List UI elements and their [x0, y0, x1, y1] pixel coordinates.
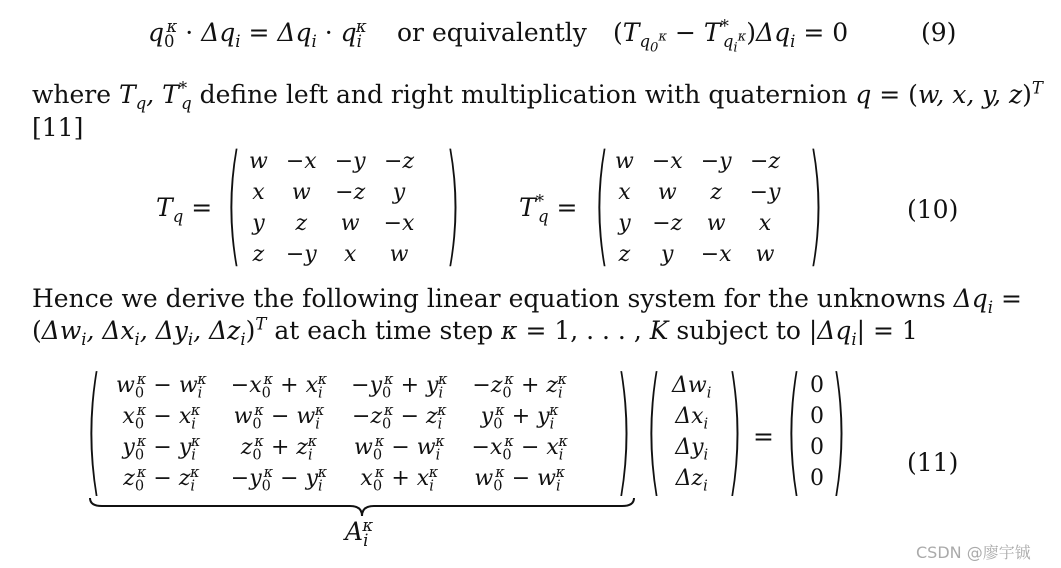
matrix-cell: $z_0^\kappa + z_i^\kappa$: [240, 433, 318, 464]
matrix-cell: −x: [383, 211, 415, 236]
matrix-cell: $y_0^\kappa - y_i^\kappa$: [122, 433, 201, 464]
matrix-cell: $x_0^\kappa + x_i^\kappa$: [360, 464, 439, 495]
matrix-cell: −z: [750, 149, 781, 174]
eq9-left: $q_0^\kappa \cdot \Delta q_i = \Delta q_i \cdot q_i^\kappa$: [148, 16, 367, 51]
matrix-row: [660, 432, 723, 463]
eq11-zeros-right-paren: ): [831, 351, 847, 513]
matrix-row: [660, 463, 723, 494]
matrix-cell: y: [618, 211, 631, 236]
eq11-matrix: [104, 370, 580, 494]
eq11-matrix-left-paren: (: [86, 351, 102, 513]
para1-line1: where $T_q$, $T^*_q$ define left and right multiplication with quaternion q = (w, x, y, z)$^T$: [32, 78, 1043, 113]
para2-line2: ($\Delta w_i$, $\Delta x_i$, $\Delta y_i$, $\Delta z_i)^T$ at each time step κ = 1, . . . , K subject to $|\Delta q_i| = 1$: [32, 314, 918, 349]
matrix-row: [104, 432, 580, 463]
matrix-cell: z: [252, 242, 265, 267]
matrix-cell: w: [615, 149, 634, 174]
matrix-cell: w: [706, 211, 726, 236]
matrix-cell: $w_0^\kappa - w_i^\kappa$: [116, 371, 207, 402]
matrix-row: [606, 239, 789, 270]
para1-citation: [11]: [32, 113, 84, 142]
matrix-cell: z: [618, 242, 631, 267]
para2-line1: Hence we derive the following linear equation system for the unknowns $\Delta q_i$ =: [32, 284, 1022, 317]
eq10-tq-label: $T_q$ =: [156, 193, 213, 226]
matrix-cell: −y: [334, 149, 366, 174]
matrix-row: [240, 239, 423, 270]
eq10-tqstar-matrix: [606, 146, 789, 270]
matrix-row: [104, 401, 580, 432]
matrix-cell: w: [389, 242, 409, 267]
matrix-cell: w: [657, 180, 677, 205]
matrix-cell: $w_0^\kappa - w_i^\kappa$: [474, 464, 566, 495]
matrix-cell: −x: [700, 242, 732, 267]
matrix-cell: $-z_0^\kappa + z_i^\kappa$: [472, 371, 568, 402]
matrix-cell: x: [252, 180, 265, 205]
para1-middle: define left and right multiplication with quaternion: [199, 80, 848, 109]
matrix-cell: $y_0^\kappa + y_i^\kappa$: [480, 402, 559, 433]
eq10-number: (10): [907, 195, 959, 224]
eq9-right: $(T_{q_0^\kappa} - T^*_{q_i^\kappa})\Delta q_i = 0$: [613, 16, 849, 56]
matrix-cell: z: [710, 180, 722, 205]
eq10-tq-matrix: [240, 146, 423, 270]
matrix-cell: $w_0^\kappa - w_i^\kappa$: [353, 433, 445, 464]
matrix-cell: −y: [285, 242, 317, 267]
matrix-cell: w: [291, 180, 311, 205]
csdn-watermark: CSDN @廖宇铖: [916, 543, 1031, 562]
matrix-cell: $w_0^\kappa - w_i^\kappa$: [233, 402, 325, 433]
matrix-cell: y: [392, 180, 406, 205]
matrix-cell: $\Delta w_i$: [672, 373, 712, 402]
matrix-cell: $\Delta y_i$: [675, 435, 709, 464]
matrix-row: [660, 401, 723, 432]
eq10-tq-right-paren: ): [445, 130, 461, 282]
eq11-equals: =: [753, 422, 774, 451]
matrix-cell: $-x_0^\kappa + x_i^\kappa$: [230, 371, 328, 402]
eq11-number: (11): [907, 448, 959, 477]
matrix-row: [240, 208, 423, 239]
eq11-underbrace: [88, 496, 636, 518]
eq9-connector: or equivalently: [397, 18, 587, 47]
matrix-row: [606, 146, 789, 177]
matrix-cell: −x: [651, 149, 683, 174]
matrix-cell: −x: [285, 149, 317, 174]
matrix-cell: z: [295, 211, 308, 236]
eq11-vector-left-paren: (: [646, 351, 662, 513]
matrix-cell: $-x_0^\kappa - x_i^\kappa$: [471, 433, 568, 464]
matrix-row: [240, 177, 423, 208]
matrix-row: [104, 370, 580, 401]
matrix-cell: $z_0^\kappa - z_i^\kappa$: [123, 464, 200, 495]
eq10-tqstar-label: $T^*_q$ =: [519, 191, 578, 226]
matrix-row: [240, 146, 423, 177]
eq11-vector-right-paren: ): [727, 351, 743, 513]
eq11-underbrace-label: $A_i^\kappa$: [345, 515, 374, 550]
para1-prefix: where: [32, 80, 112, 109]
eq11-zeros-left-paren: (: [786, 351, 802, 513]
matrix-cell: $x_0^\kappa - x_i^\kappa$: [122, 402, 201, 433]
matrix-cell: $-z_0^\kappa - z_i^\kappa$: [352, 402, 447, 433]
eq11-unknowns: [660, 370, 723, 494]
matrix-cell: −y: [700, 149, 732, 174]
eq10-tqstar-right-paren: ): [808, 130, 824, 282]
matrix-cell: x: [343, 242, 357, 267]
matrix-row: [104, 463, 580, 494]
matrix-cell: w: [755, 242, 775, 267]
matrix-cell: $-y_0^\kappa + y_i^\kappa$: [351, 371, 448, 402]
matrix-cell: y: [252, 211, 265, 236]
matrix-cell: −z: [652, 211, 683, 236]
eq10-tqstar-left-paren: (: [594, 130, 610, 282]
eq9-number: (9): [921, 18, 957, 47]
eq10-tq-left-paren: (: [226, 130, 242, 282]
matrix-cell: −z: [335, 180, 366, 205]
matrix-row: [606, 208, 789, 239]
matrix-cell: −y: [749, 180, 781, 205]
matrix-cell: y: [661, 242, 674, 267]
eq11-matrix-right-paren: ): [616, 351, 632, 513]
matrix-cell: x: [758, 211, 772, 236]
matrix-cell: w: [249, 149, 268, 174]
matrix-cell: w: [340, 211, 360, 236]
matrix-cell: 0: [810, 466, 824, 491]
matrix-cell: 0: [810, 373, 824, 398]
matrix-cell: $\Delta z_i$: [675, 466, 708, 495]
matrix-cell: $\Delta x_i$: [675, 404, 709, 433]
matrix-cell: −z: [384, 149, 415, 174]
matrix-cell: 0: [810, 404, 824, 429]
matrix-row: [606, 177, 789, 208]
matrix-row: [660, 370, 723, 401]
matrix-cell: 0: [810, 435, 824, 460]
matrix-cell: $-y_0^\kappa - y_i^\kappa$: [230, 464, 328, 495]
matrix-cell: x: [618, 180, 631, 205]
